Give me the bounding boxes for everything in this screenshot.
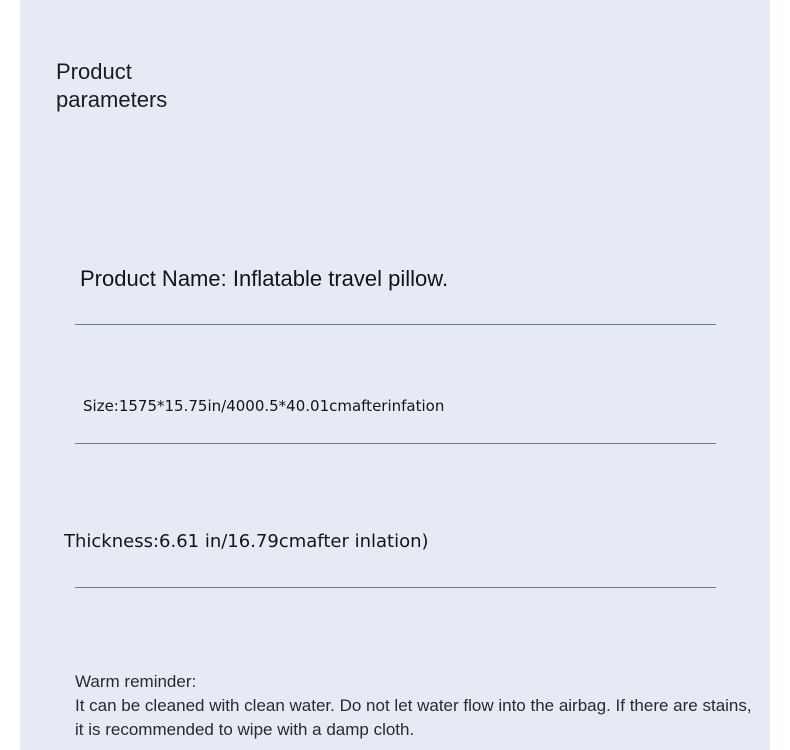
thickness-param: Thickness:6.61 in/16.79cmafter inlation) [64,531,429,552]
warm-reminder [75,670,755,742]
size-param: Size:1575*15.75in/4000.5*40.01cmafterinfation [83,397,445,415]
reminder-title: Warm reminder: [75,672,197,691]
reminder-text: It can be cleaned with clean water. Do not let water flow into the airbag. If there are stains, it is recommended to wipe with a damp cloth. [75,696,752,739]
product-name-param: Product Name: Inflatable travel pillow. [80,266,449,291]
section-title-line-2: parameters [56,87,168,112]
divider-line [75,587,716,588]
divider-line [75,324,716,325]
section-heading [56,58,167,114]
divider-line [75,443,716,444]
section-title-line-1: Product [56,59,132,84]
